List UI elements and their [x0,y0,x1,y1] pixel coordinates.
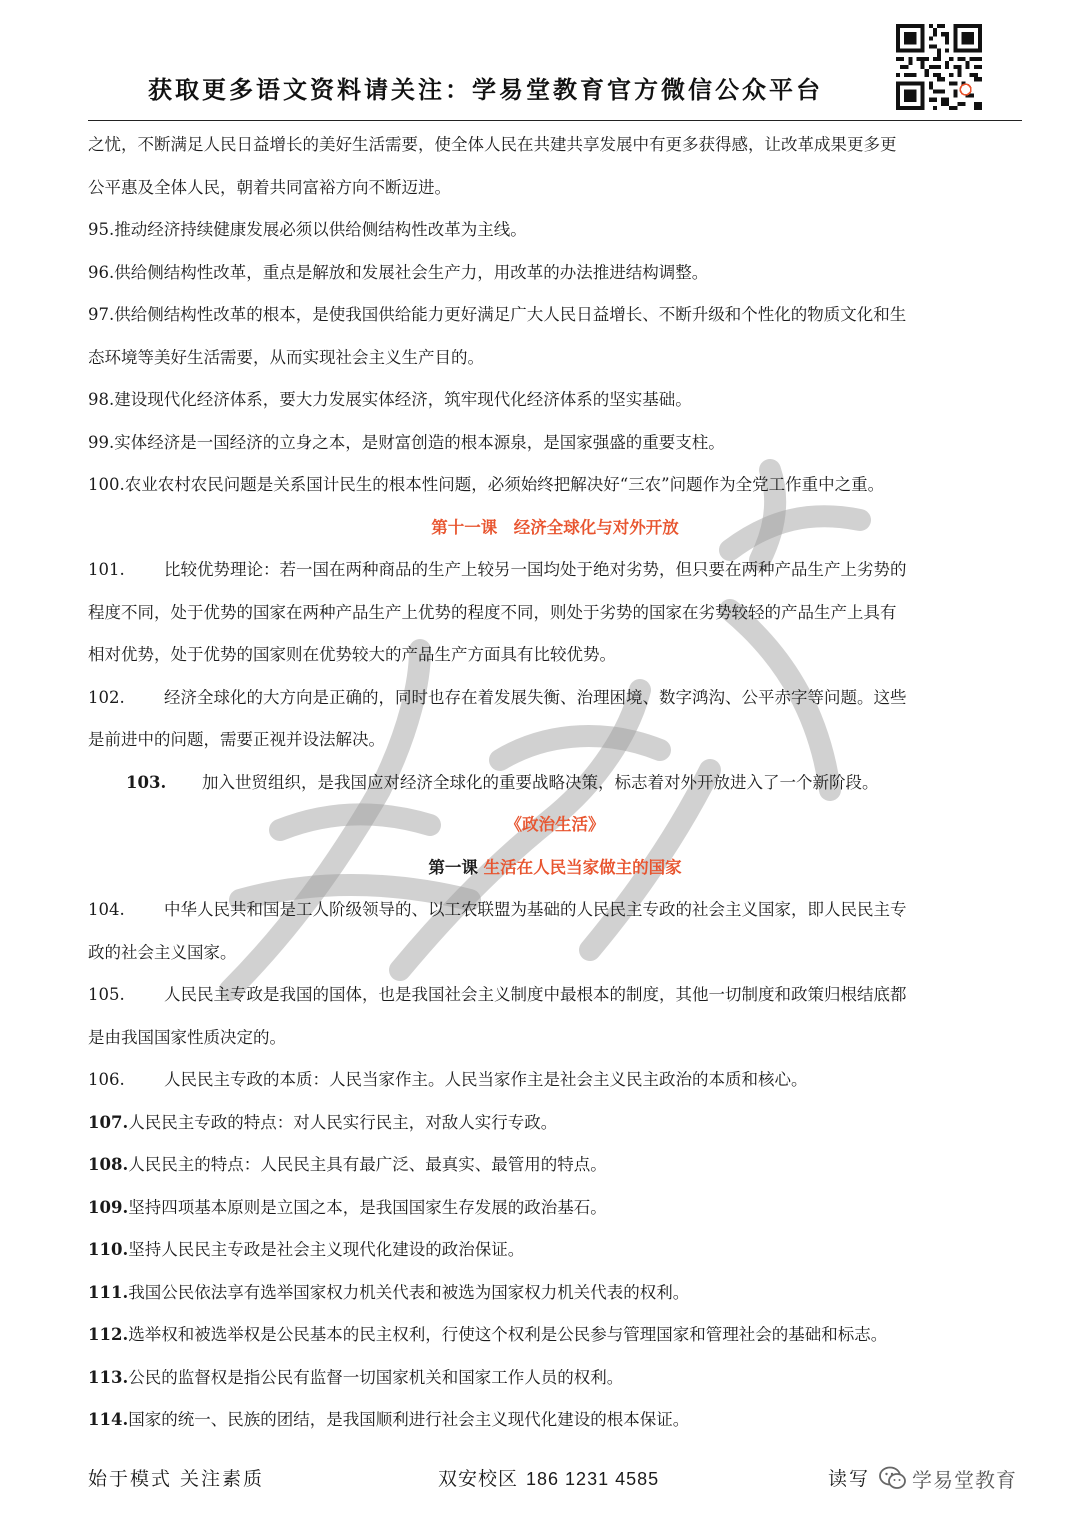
list-item-97: 97.供给侧结构性改革的根本，是使我国供给能力更好满足广大人民日益增长、不断升级和个性化的物质文化和生 [88,305,907,324]
list-item-110: 110.坚持人民民主专政是社会主义现代化建设的政治保证。 [88,1240,525,1259]
list-item-100: 100.农业农村农民问题是关系国计民生的根本性问题，必须始终把解决好“三农”问题作为全党工作重中之重。 [88,475,885,494]
list-item-101-cont-2: 相对优势，处于优势的国家则在优势较大的产品生产方面具有比较优势。 [88,645,616,664]
list-item-112: 112.选举权和被选举权是公民基本的民主权利，行使这个权利是公民参与管理国家和管理社会的基础和标志。 [88,1325,888,1344]
section-heading-political-life: 《政治生活》 [505,815,605,834]
wechat-account-name: 学易堂教育 [912,1464,1017,1493]
list-item-106: 106. 人民民主专政的本质：人民当家作主。人民当家作主是社会主义民主政治的本质和核心。 [88,1070,808,1089]
list-item-101-cont-1: 程度不同，处于优势的国家在两种产品生产上优势的程度不同，则处于劣势的国家在劣势较轻的产品生产上具有 [88,602,897,622]
list-item-109: 109.坚持四项基本原则是立国之本，是我国国家生存发展的政治基石。 [88,1197,607,1217]
list-item-102: 102. 经济全球化的大方向是正确的，同时也存在着发展失衡、治理困境、数字鸿沟、公平赤字等问题。这些 [88,687,907,707]
list-item-105: 105. 人民民主专政是我国的国体，也是我国社会主义制度中最根本的制度，其他一切制度和政策归根结底都 [88,985,907,1004]
footer-slogan: 始于模式 关注素质 [88,1468,265,1490]
page-footer [88,1458,1038,1498]
list-item-99: 99.实体经济是一国经济的立身之本，是财富创造的根本源泉，是国家强盛的重要支柱。 [88,432,725,452]
list-item-103: 103. 加入世贸组织，是我国应对经济全球化的重要战略决策，标志着对外开放进入了一个新阶段。 [126,772,879,792]
list-item-95: 95.推动经济持续健康发展必须以供给侧结构性改革为主线。 [88,220,527,239]
list-item-105-cont: 是由我国国家性质决定的。 [88,1027,286,1047]
list-item-98: 98.建设现代化经济体系，要大力发展实体经济，筑牢现代化经济体系的坚实基础。 [88,390,692,409]
footer-contact [438,1464,659,1491]
section-heading-lesson-1: 第一课 生活在人民当家做主的国家 [428,857,682,877]
footer-right-text: 读写 [828,1468,871,1490]
section-heading-lesson-11: 第十一课 经济全球化与对外开放 [431,517,679,537]
list-item-107: 107.人民民主专政的特点：对人民实行民主，对敌人实行专政。 [88,1112,558,1132]
list-item-104: 104. 中华人民共和国是工人阶级领导的、以工农联盟为基础的人民民主专政的社会主义国家，即人民民主专 [88,900,907,919]
list-item-111: 111.我国公民依法享有选举国家权力机关代表和被选为国家权力机关代表的权利。 [88,1282,690,1302]
footer-phone: 186 1231 4585 [526,1469,660,1489]
list-item-108: 108.人民民主的特点：人民民主具有最广泛、最真实、最管用的特点。 [88,1155,607,1174]
list-item-97-cont: 态环境等美好生活需要，从而实现社会主义生产目的。 [88,347,484,367]
paragraph-continuation-2: 公平惠及全体人民，朝着共同富裕方向不断迈进。 [88,177,451,197]
paragraph-continuation-1: 之忧，不断满足人民日益增长的美好生活需要，使全体人民在共建共享发展中有更多获得感，让改革成果更多更 [88,135,897,154]
list-item-113: 113.公民的监督权是指公民有监督一切国家机关和国家工作人员的权利。 [88,1367,624,1387]
wechat-account-badge[interactable] [878,1458,1080,1498]
list-item-102-cont: 是前进中的问题，需要正视并设法解决。 [88,730,385,749]
qr-code-icon[interactable] [896,24,982,110]
header-title: 获取更多语文资料请关注：学易堂教育官方微信公众平台 [148,75,823,104]
footer-campus: 双安校区 [438,1468,519,1490]
list-item-96: 96.供给侧结构性改革，重点是解放和发展社会生产力，用改革的办法推进结构调整。 [88,262,709,282]
list-item-104-cont: 政的社会主义国家。 [88,942,237,962]
list-item-101: 101. 比较优势理论：若一国在两种商品的生产上较另一国均处于绝对劣势，但只要在两种产品生产上劣势的 [88,560,907,579]
list-item-114: 114.国家的统一、民族的团结，是我国顺利进行社会主义现代化建设的根本保证。 [88,1410,690,1429]
wechat-icon [878,1464,908,1492]
page-header [88,0,1022,121]
main-content [88,124,1022,1442]
